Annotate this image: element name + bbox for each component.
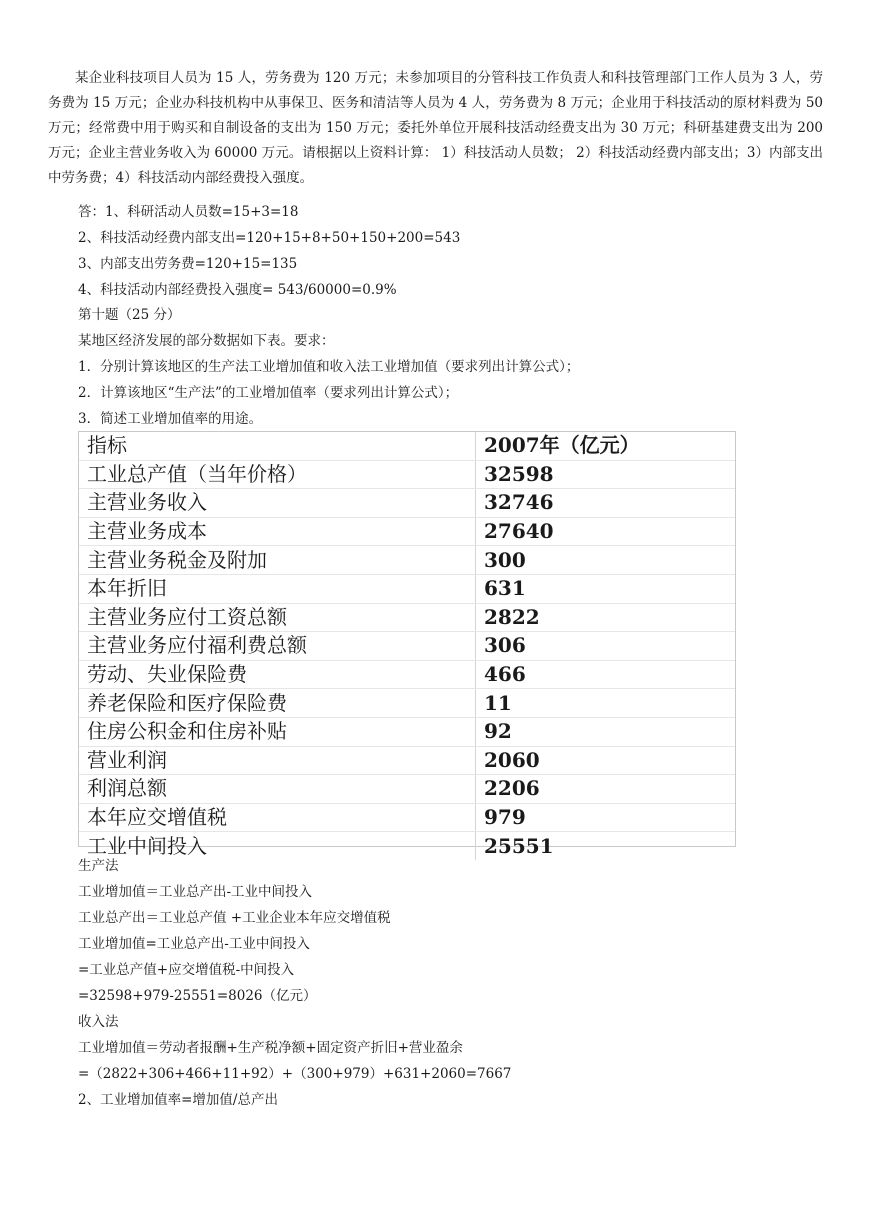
answer-line-4: 4、科技活动内部经费投入强度= 543/60000=0.9%: [78, 282, 397, 298]
row-indicator: 主营业务应付工资总额: [79, 603, 476, 632]
table-row: [79, 574, 735, 603]
row-indicator: 工业中间投入: [79, 832, 476, 860]
data-table: [79, 432, 735, 860]
table-row: [79, 603, 735, 632]
row-indicator: 主营业务税金及附加: [79, 546, 476, 575]
table-header-row: [79, 432, 735, 460]
row-value: 306: [476, 632, 736, 661]
solution-line: =32598+979-25551=8026（亿元）: [78, 988, 317, 1004]
question10-title: 第十题（25 分）: [78, 307, 181, 323]
row-indicator: 住房公积金和住房补贴: [79, 717, 476, 746]
table-row: [79, 632, 735, 661]
row-indicator: 营业利润: [79, 746, 476, 775]
row-value: 979: [476, 803, 736, 832]
requirement-1: 1．分别计算该地区的生产法工业增加值和收入法工业增加值（要求列出计算公式）；: [78, 359, 580, 375]
row-value: 2206: [476, 775, 736, 804]
row-indicator: 主营业务成本: [79, 517, 476, 546]
solution-line: 工业增加值=工业总产出-工业中间投入: [78, 936, 310, 952]
row-indicator: 本年折旧: [79, 574, 476, 603]
header-value: 2007年（亿元）: [476, 432, 736, 460]
requirement-3: 3．简述工业增加值率的用途。: [78, 411, 263, 427]
solution-line: 工业增加值＝工业总产出-工业中间投入: [78, 884, 313, 900]
row-indicator: 主营业务应付福利费总额: [79, 632, 476, 661]
row-value: 32746: [476, 489, 736, 518]
row-value: 466: [476, 660, 736, 689]
header-indicator: 指标: [79, 432, 476, 460]
table-row: [79, 775, 735, 804]
row-value: 92: [476, 717, 736, 746]
row-value: 300: [476, 546, 736, 575]
solution-heading-production: 生产法: [78, 858, 119, 874]
solution-line: 工业总产出＝工业总产值 +工业企业本年应交增值税: [78, 910, 391, 926]
row-indicator: 利润总额: [79, 775, 476, 804]
row-indicator: 主营业务收入: [79, 489, 476, 518]
requirement-2: 2．计算该地区“生产法”的工业增加值率（要求列出计算公式）；: [78, 385, 459, 401]
table-row: [79, 746, 735, 775]
table-row: [79, 517, 735, 546]
row-value: 631: [476, 574, 736, 603]
row-indicator: 工业总产值（当年价格）: [79, 460, 476, 489]
row-indicator: 养老保险和医疗保险费: [79, 689, 476, 718]
row-value: 11: [476, 689, 736, 718]
table-row: [79, 717, 735, 746]
table-row: [79, 489, 735, 518]
row-value: 2060: [476, 746, 736, 775]
table-row: [79, 546, 735, 575]
question10-intro: 某地区经济发展的部分数据如下表。要求：: [78, 333, 335, 349]
intro-paragraph: 某企业科技项目人员为 15 人，劳务费为 120 万元；未参加项目的分管科技工作负责人和科技管理部门工作人员为 3 人，劳务费为 15 万元；企业办科技机构中从事保卫、医务和清洁等人员为 4 人，劳务费为 8 万元；企业用于科技活动的原材料费为 50 万元；经常费中用于购买和自制设备的支出为 150 万元；委托外单位开展科技活动经费支出为 30 万元；科研基建费支出为 200 万元；企业主营业务收入为 60000 万元。请根据以上资料计算： 1）科技活动人员数； 2）科技活动经费内部支出；3）内部支出中劳务费；4）科技活动内部经费投入强度。: [48, 70, 823, 186]
row-value: 32598: [476, 460, 736, 489]
answer-line-2: 2、科技活动经费内部支出=120+15+8+50+150+200=543: [78, 230, 461, 246]
solution-line: 工业增加值＝劳动者报酬+生产税净额+固定资产折旧+营业盈余: [78, 1040, 463, 1056]
table-row: [79, 460, 735, 489]
row-value: 27640: [476, 517, 736, 546]
table-row: [79, 803, 735, 832]
table-row: [79, 832, 735, 860]
data-table-image: [78, 431, 736, 858]
row-indicator: 本年应交增值税: [79, 803, 476, 832]
row-indicator: 劳动、失业保险费: [79, 660, 476, 689]
answer-line-1: 答：1、科研活动人员数=15+3=18: [78, 204, 299, 220]
solution-heading-income: 收入法: [78, 1014, 119, 1030]
table-row: [79, 689, 735, 718]
solution-line: 2、工业增加值率=增加值/总产出: [78, 1092, 278, 1108]
row-value: 25551: [484, 833, 554, 858]
table-row: [79, 660, 735, 689]
solution-line: =（2822+306+466+11+92）+（300+979）+631+2060=7667: [78, 1066, 512, 1082]
solution-line: =工业总产值+应交增值税-中间投入: [78, 962, 295, 978]
row-value: 2822: [476, 603, 736, 632]
answer-line-3: 3、内部支出劳务费=120+15=135: [78, 256, 298, 272]
